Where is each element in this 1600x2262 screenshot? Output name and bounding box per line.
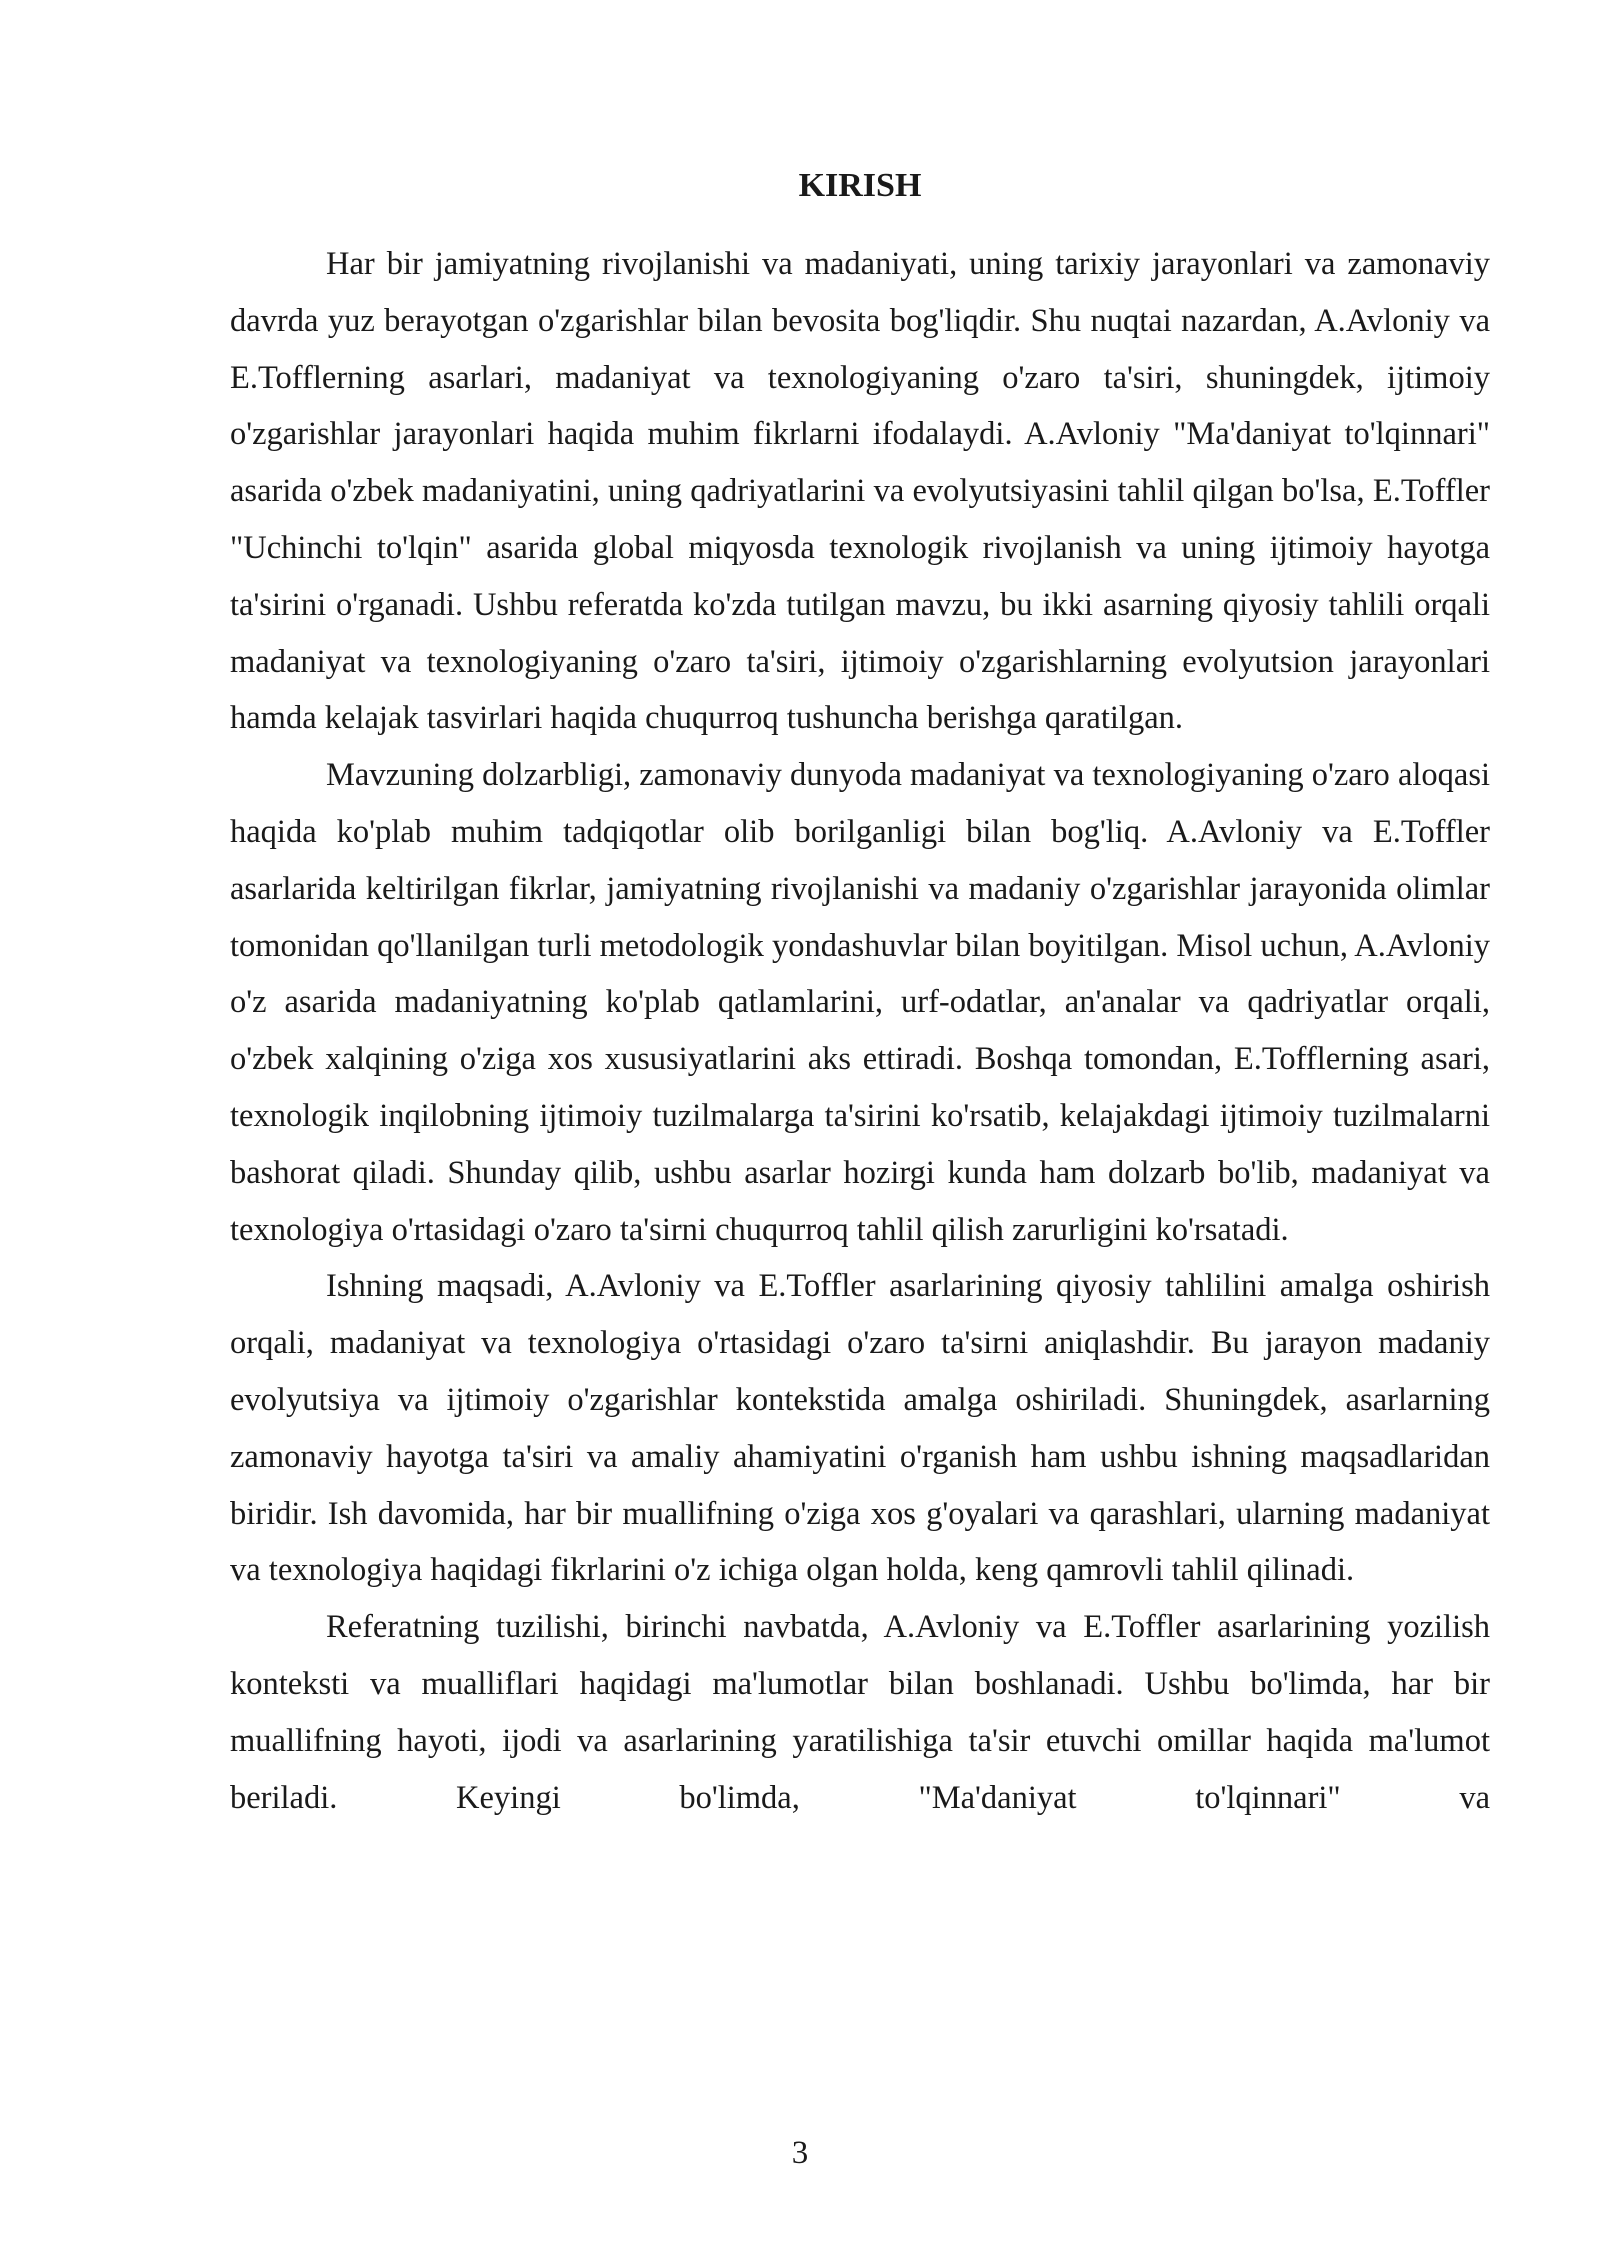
paragraph-intro: Har bir jamiyatning rivojlanishi va madaniyati, uning tarixiy jarayonlari va zamonaviy davrda yuz berayotgan o'zgarishlar bilan bevosita bog'liqdir. Shu nuqtai nazardan, A.Avloniy va E.Tofflerning asarlari, madaniyat va texnologiyaning o'zaro ta'siri, shuningdek, ijtimoiy o'zgarishlar jarayonlari haqida muhim fikrlarni ifodalaydi. A.Avloniy "Ma'daniyat to'lqinnari" asarida o'zbek madaniyatini, uning qadriyatlarini va evolyutsiyasini tahlil qilgan bo'lsa, E.Toffler "Uchinchi to'lqin" asarida global miqyosda texnologik rivojlanish va uning ijtimoiy hayotga ta'sirini o'rganadi. Ushbu referatda ko'zda tutilgan mavzu, bu ikki asarning qiyosiy tahlili orqali madaniyat va texnologiyaning o'zaro ta'siri, ijtimoiy o'zgarishlarning evolyutsion jarayonlari hamda kelajak tasvirlari haqida chuqurroq tushuncha berishga qaratilgan. <box>230 246 1490 737</box>
document-page <box>230 160 1490 1826</box>
paragraph-goal: Ishning maqsadi, A.Avloniy va E.Toffler asarlarining qiyosiy tahlilini amalga oshirish orqali, madaniyat va texnologiya o'rtasidagi o'zaro ta'sirni aniqlashdir. Bu jarayon madaniy evolyutsiya va ijtimoiy o'zgarishlar kontekstida amalga oshiriladi. Shuningdek, asarlarning zamonaviy hayotga ta'siri va amaliy ahamiyatini o'rganish ham ushbu ishning maqsadlaridan biridir. Ish davomida, har bir muallifning o'ziga xos g'oyalari va qarashlari, ularning madaniyat va texnologiya haqidagi fikrlarini o'z ichiga olgan holda, keng qamrovli tahlil qilinadi. <box>230 1268 1490 1589</box>
page-number: 3 <box>791 2135 809 2171</box>
paragraph-relevance: Mavzuning dolzarbligi, zamonaviy dunyoda madaniyat va texnologiyaning o'zaro aloqasi haqida ko'plab muhim tadqiqotlar olib borilganligi bilan bog'liq. A.Avloniy va E.Toffler asarlarida keltirilgan fikrlar, jamiyatning rivojlanishi va madaniy o'zgarishlar jarayonida olimlar tomonidan qo'llanilgan turli metodologik yondashuvlar bilan boyitilgan. Misol uchun, A.Avloniy o'z asarida madaniyatning ko'plab qatlamlarini, urf-odatlar, an'analar va qadriyatlar orqali, o'zbek xalqining o'ziga xos xususiyatlarini aks ettiradi. Boshqa tomondan, E.Tofflerning asari, texnologik inqilobning ijtimoiy tuzilmalarga ta'sirini ko'rsatib, kelajakdagi ijtimoiy tuzilmalarni bashorat qiladi. Shunday qilib, ushbu asarlar hozirgi kunda ham dolzarb bo'lib, madaniyat va texnologiya o'rtasidagi o'zaro ta'sirni chuqurroq tahlil qilish zarurligini ko'rsatadi. <box>230 757 1490 1248</box>
section-title: KIRISH <box>798 167 922 204</box>
paragraph-structure: Referatning tuzilishi, birinchi navbatda, A.Avloniy va E.Toffler asarlarining yozilish konteksti va mualliflari haqidagi ma'lumotlar bilan boshlanadi. Ushbu bo'limda, har bir muallifning hayoti, ijodi va asarlarining yaratilishiga ta'sir etuvchi omillar haqida ma'lumot beriladi. Keyingi bo'limda, "Ma'daniyat to'lqinnari" va <box>230 1609 1490 1816</box>
